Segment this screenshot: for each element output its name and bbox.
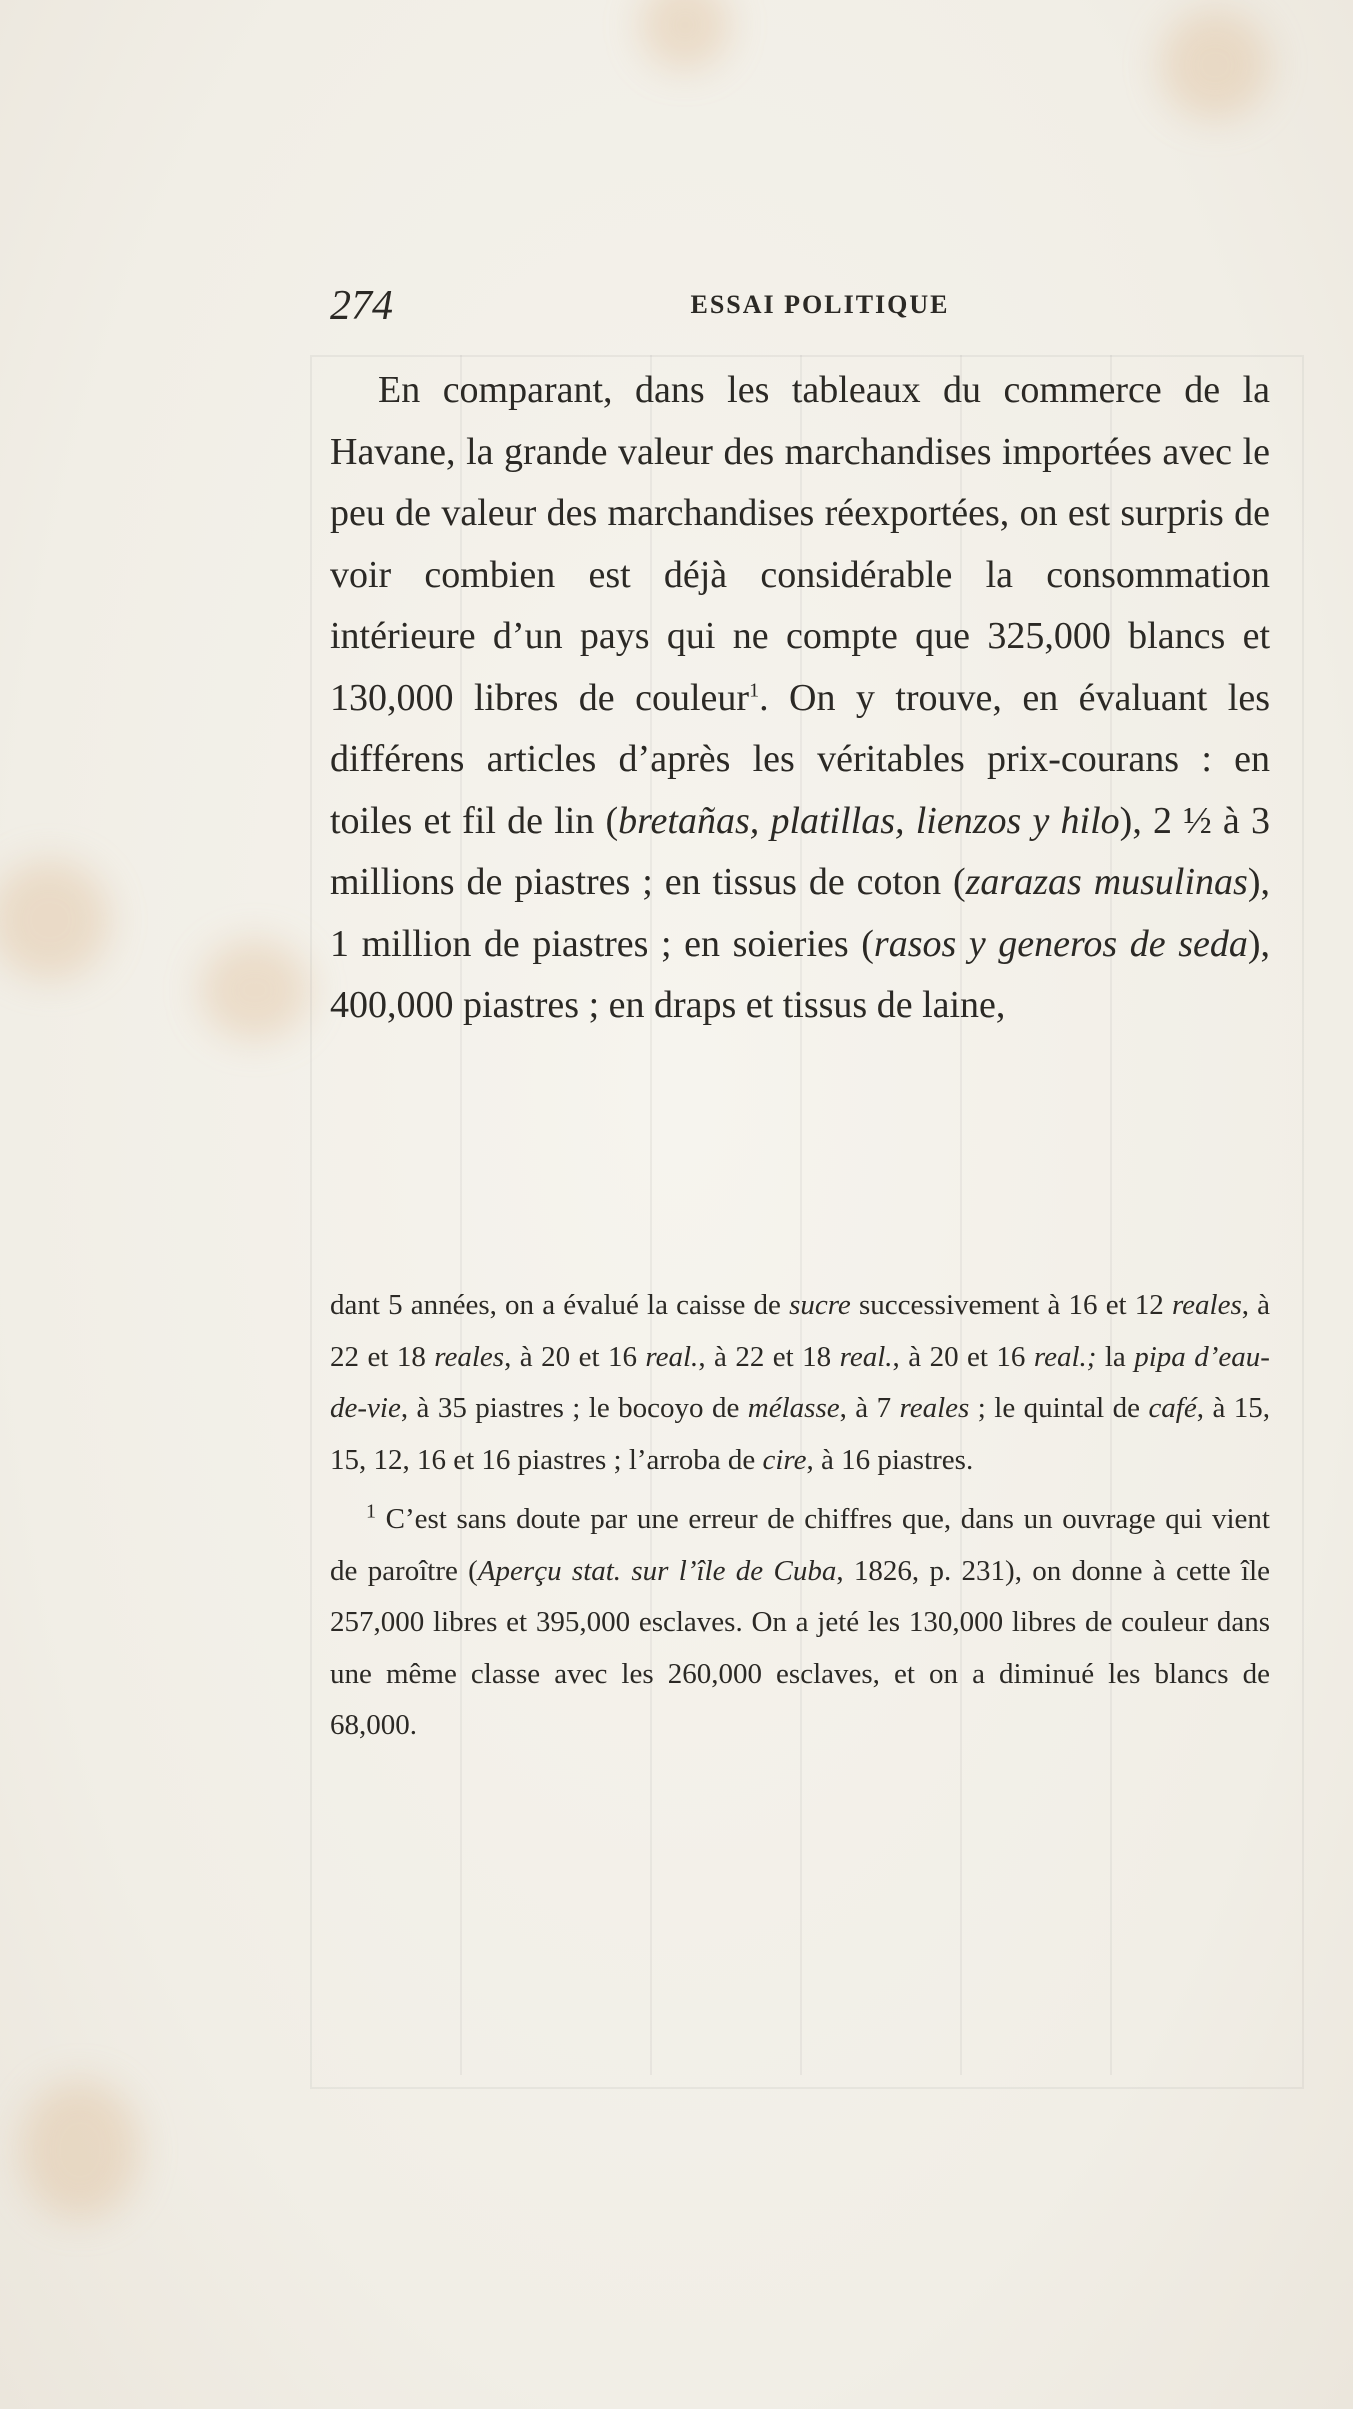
stain-left: [200, 940, 310, 1040]
text-run: la: [1096, 1340, 1135, 1373]
footnote-continuation: [330, 1280, 1270, 1486]
text-run: , à 15, 15, 12, 16 et 16 piastres ; l’arroba de: [330, 1392, 1270, 1476]
text-run: ; le quintal de: [969, 1392, 1149, 1424]
main-paragraph: [330, 360, 1270, 1037]
text-run: , à 22 et 18: [698, 1340, 840, 1373]
italic-run: reales: [1171, 1289, 1242, 1321]
italic-run: pipa d’eau-de-vie: [330, 1340, 1270, 1424]
italic-run: real.: [839, 1340, 893, 1373]
stain-top-right: [1160, 10, 1270, 120]
italic-run: sucre: [789, 1289, 851, 1321]
text-run: , à 35 piastres ; le bocoyo de: [400, 1392, 748, 1424]
italic-run: Aperçu stat. sur l’île de Cuba: [477, 1554, 837, 1587]
italic-run: bretañas, platillas, lienzos y hilo: [618, 799, 1120, 842]
running-title: ESSAI POLITIQUE: [690, 290, 950, 319]
text-run: , à 20 et 16: [892, 1340, 1034, 1373]
footnote-mark: 1: [366, 1500, 376, 1523]
text-run: ), 2 ½ à 3 millions de piastres ; en tissus de coton (: [330, 799, 1270, 903]
page-number: 274: [330, 283, 393, 329]
stain-top: [640, 0, 730, 70]
footnote-reference: 1: [749, 678, 760, 701]
text-run: , à 20 et 16: [504, 1340, 646, 1373]
footnote-1: [330, 1494, 1270, 1752]
italic-run: reales: [899, 1392, 970, 1424]
italic-run: cire: [762, 1443, 807, 1476]
stain-bottom-left: [20, 2080, 140, 2220]
text-run: , à 7: [839, 1392, 900, 1424]
text-run: , à 22 et 18: [330, 1289, 1271, 1373]
stain-left-middle: [0, 860, 110, 980]
text-run: successivement à 16 et 12: [850, 1289, 1172, 1321]
page-header: [330, 282, 1270, 342]
italic-run: mélasse: [747, 1392, 840, 1424]
text-run: ), 400,000 piastres ; en draps et tissus de laine,: [330, 922, 1271, 1026]
text-run: C’est sans doute par une erreur de chiffres que, dans un ouvrage qui vient de paroître (: [330, 1503, 1270, 1587]
italic-run: rasos y generos de seda: [873, 922, 1248, 965]
italic-run: zarazas musulinas: [965, 861, 1248, 903]
footnotes: [330, 1280, 1270, 1752]
text-run: , 1826, p. 231), on donne à cette île 257,000 libres et 395,000 esclaves. On a jeté les 130,000 libres de couleur dans une même classe avec les 260,000 esclaves, et on a diminué les blancs de 68,000.: [330, 1554, 1270, 1741]
italic-run: café: [1148, 1392, 1197, 1424]
italic-run: reales: [434, 1340, 505, 1373]
italic-run: real.;: [1033, 1340, 1097, 1373]
text-run: . On y trouve, en évaluant les différens articles d’après les véritables prix-courans : en toiles et fil de lin (: [330, 676, 1271, 842]
italic-run: real.: [645, 1340, 699, 1373]
text-run: ), 1 million de piastres ; en soieries (: [330, 861, 1270, 965]
text-run: , à 16 piastres.: [806, 1443, 974, 1476]
text-run: En comparant, dans les tableaux du commerce de la Havane, la grande valeur des marchandises importées avec le peu de valeur des marchandises réexportées, on est surpris de voir combien est déjà considérable la consommation intérieure d’un pays qui ne compte que 325,000 blancs et 130,000 libres de couleur: [330, 369, 1270, 719]
text-run: dant 5 années, on a évalué la caisse de: [330, 1289, 790, 1321]
